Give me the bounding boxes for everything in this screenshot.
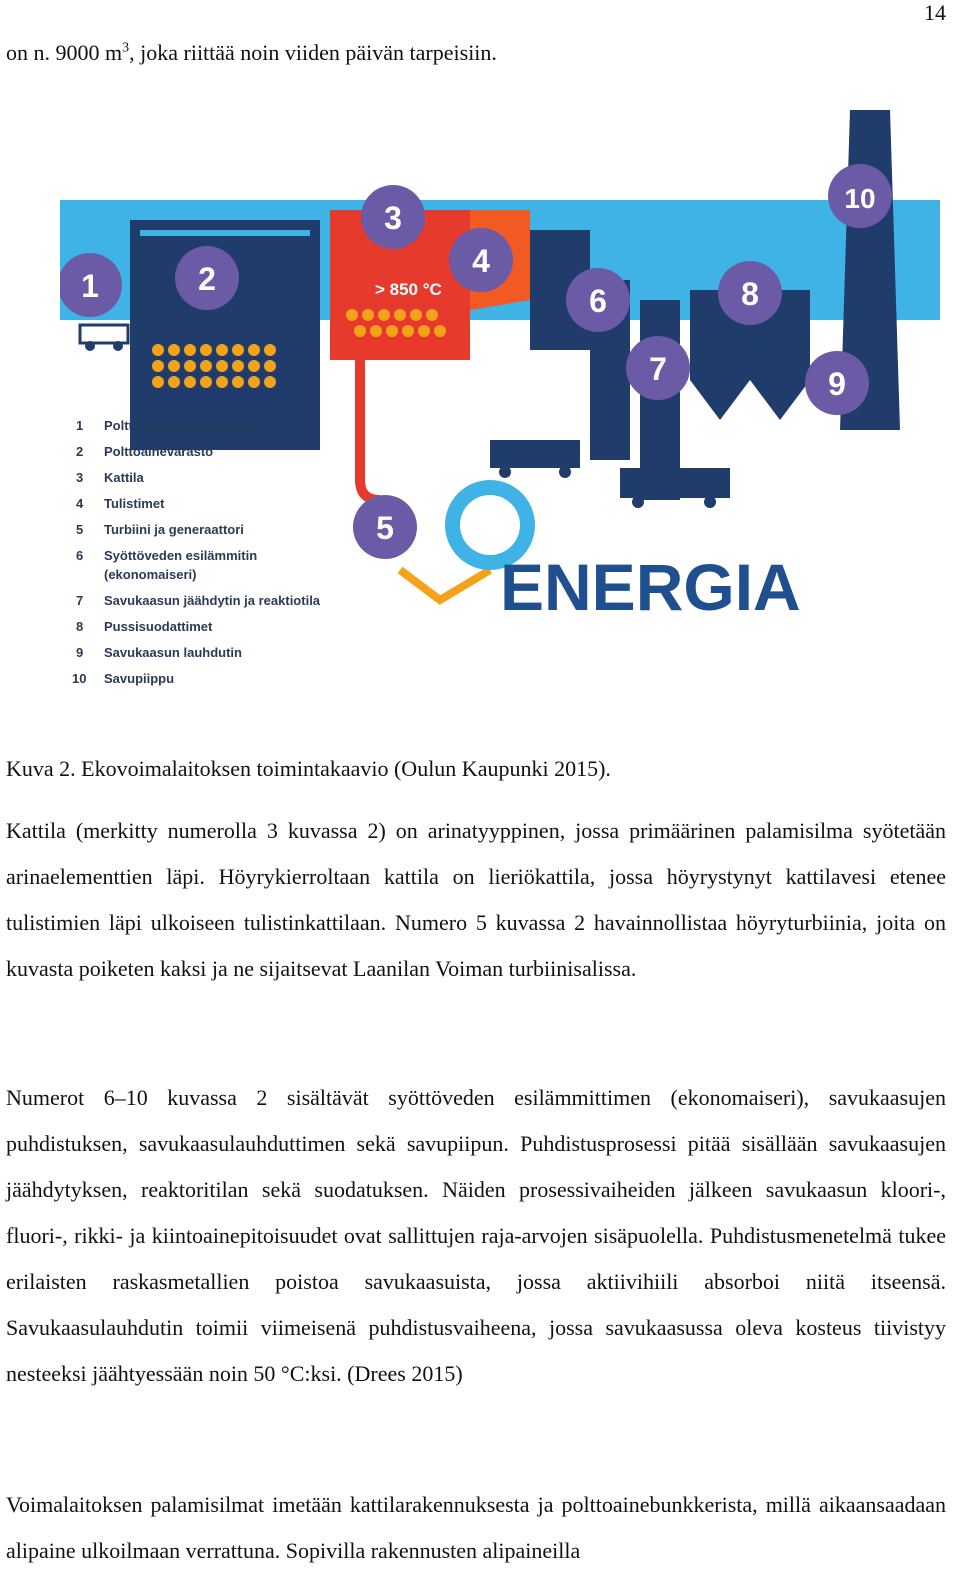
svg-text:8: 8 xyxy=(76,619,84,634)
svg-text:8: 8 xyxy=(741,276,759,312)
svg-text:2: 2 xyxy=(198,261,216,297)
badge-6 xyxy=(566,268,630,332)
svg-text:7: 7 xyxy=(649,351,667,387)
svg-text:7: 7 xyxy=(76,593,84,608)
badge-1 xyxy=(60,253,122,317)
svg-text:Polttoaineen vastaanotto: Polttoaineen vastaanotto xyxy=(104,418,259,433)
badge-4 xyxy=(449,228,513,292)
badge-2 xyxy=(175,246,239,310)
badge-3 xyxy=(361,185,425,249)
badge-8 xyxy=(718,261,782,325)
svg-text:1: 1 xyxy=(76,418,84,433)
svg-text:10: 10 xyxy=(72,671,87,686)
paragraph-3: Voimalaitoksen palamisilmat imetään kattilarakennuksesta ja polttoainebunkkerista, millä aikaansaadaan alipaine ulkoilmaan verrattuna. Sopivilla rakennusten alipaineilla xyxy=(6,1492,946,1563)
steam-pipe xyxy=(360,360,380,500)
badge-10 xyxy=(828,164,892,228)
paragraph-1: Kattila (merkitty numerolla 3 kuvassa 2) on arinatyyppinen, jossa primäärinen palamisilma syötetään arinaelementtien läpi. Höyrykierroltaan kattila on lieriökattila, jossa höyrystynyt kattilavesi etenee tulistimien läpi ulkoiseen tulistinkattilaan. Numero 5 kuvassa 2 havainnollistaa höyryturbiinia, joita on kuvasta poiketen kaksi ja ne sijaitsevat Laanilan Voiman turbiinisalissa. xyxy=(6,818,946,981)
energy-label: ENERGIA xyxy=(500,550,801,624)
svg-text:Polttoainevarasto: Polttoainevarasto xyxy=(104,444,214,459)
boiler-temperature: > 850 °C xyxy=(375,280,442,299)
receiving-truck xyxy=(80,325,128,351)
badge-7 xyxy=(626,336,690,400)
power-plant-diagram xyxy=(60,100,940,720)
svg-text:5: 5 xyxy=(76,522,84,537)
figure-caption: Kuva 2. Ekovoimalaitoksen toimintakaavio (Oulun Kaupunki 2015). xyxy=(6,756,611,781)
svg-text:6: 6 xyxy=(589,283,607,319)
svg-text:4: 4 xyxy=(472,243,490,279)
svg-text:Savukaasun lauhdutin: Savukaasun lauhdutin xyxy=(104,645,242,660)
svg-text:3: 3 xyxy=(76,470,84,485)
svg-text:Turbiini ja generaattori: Turbiini ja generaattori xyxy=(104,522,244,537)
ash-truck-right xyxy=(620,468,730,508)
paragraph-2: Numerot 6–10 kuvassa 2 sisältävät syöttöveden esilämmittimen (ekonomaiseri), savukaasujen puhdistuksen, savukaasulauhduttimen sekä savupiipun. Puhdistusprosessi pitää sisällään savukaasujen jäähdytyksen, reaktoritilan sekä suodatuksen. Näiden prosessivaiheiden jälkeen savukaasun kloori-, fluori-, rikki- ja kiintoainepitoisuudet ovat sallittujen raja-arvojen sisäpuolella. Puhdistusmenetelmä tukee erilaisten raskasmetallien poistoa savukaasuista, jossa aktiivihiili absorboi niitä itseensä. Savukaasulauhdutin toimii viimeisenä puhdistusvaiheena, jossa savukaasussa oleva kosteus tiivistyy nesteeksi jäähtyessään noin 50 °C:ksi. (Drees 2015) xyxy=(6,1085,946,1386)
svg-text:2: 2 xyxy=(76,444,84,459)
top-text-line: on n. 9000 $m^3$, joka riittää noin viiden päivän tarpeisiin. xyxy=(6,40,497,65)
svg-text:Tulistimet: Tulistimet xyxy=(104,496,165,511)
svg-text:Savukaasun jäähdytin ja reakti: Savukaasun jäähdytin ja reaktiotila xyxy=(104,593,321,608)
diagram-legend xyxy=(72,418,321,686)
svg-text:10: 10 xyxy=(844,183,876,214)
svg-text:Syöttöveden esilämmitin: Syöttöveden esilämmitin xyxy=(104,548,258,563)
badge-5 xyxy=(353,495,417,559)
svg-text:4: 4 xyxy=(76,496,84,511)
svg-text:Kattila: Kattila xyxy=(104,470,144,485)
ash-truck-left xyxy=(490,440,580,478)
svg-text:9: 9 xyxy=(828,366,846,402)
svg-text:1: 1 xyxy=(81,268,99,304)
svg-text:5: 5 xyxy=(376,510,394,546)
badge-9 xyxy=(805,351,869,415)
svg-text:6: 6 xyxy=(76,548,84,563)
svg-text:9: 9 xyxy=(76,645,84,660)
page-number: 14 xyxy=(924,0,946,25)
svg-text:Pussisuodattimet: Pussisuodattimet xyxy=(104,619,213,634)
svg-text:3: 3 xyxy=(384,200,402,236)
svg-text:(ekonomaiseri): (ekonomaiseri) xyxy=(104,567,197,582)
svg-text:Savupiippu: Savupiippu xyxy=(104,671,175,686)
